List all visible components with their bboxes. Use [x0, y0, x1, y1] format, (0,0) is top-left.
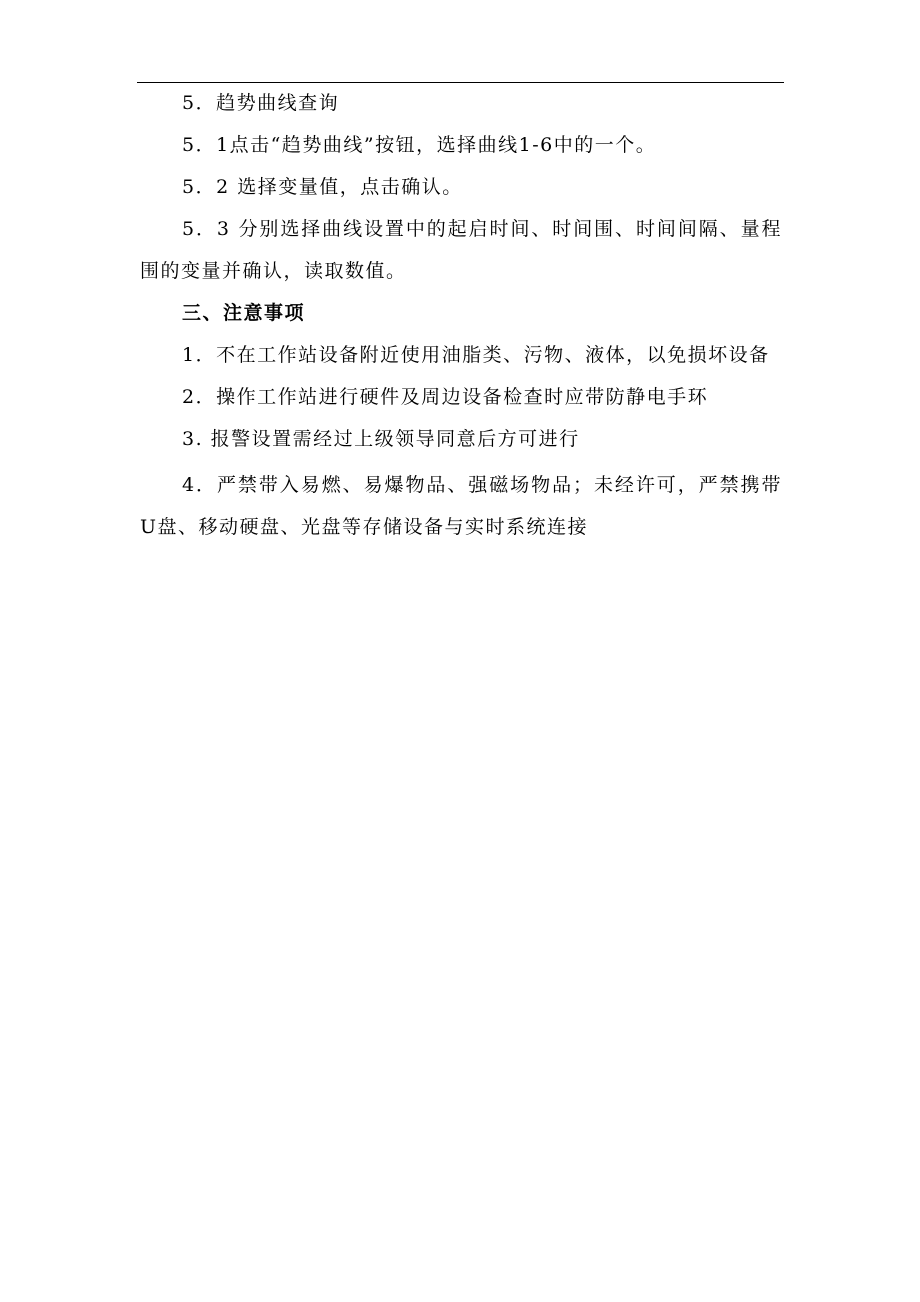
- step-5-1: 5．1点击“趋势曲线”按钮，选择曲线1-6中的一个。: [182, 134, 657, 156]
- note-3: 3. 报警设置需经过上级领导同意后方可进行: [182, 428, 580, 450]
- note-4: 4．严禁带入易燃、易爆物品、强磁场物品；未经许可，严禁携带U盘、移动硬盘、光盘等存储设备与实时系统连接: [140, 474, 782, 538]
- note-1: 1．不在工作站设备附近使用油脂类、污物、液体，以免损坏设备: [182, 344, 770, 366]
- step-5-2: 5．2 选择变量值，点击确认。: [182, 176, 463, 198]
- document-body: [140, 82, 782, 548]
- step-5-3: 5．3 分别选择曲线设置中的起启时间、时间围、时间间隔、量程围的变量并确认，读取数值。: [140, 218, 782, 282]
- note-2: 2．操作工作站进行硬件及周边设备检查时应带防静电手环: [182, 386, 709, 408]
- section-heading-notes: 三、注意事项: [182, 302, 306, 324]
- section-title-trend-query: 5．趋势曲线查询: [182, 92, 340, 114]
